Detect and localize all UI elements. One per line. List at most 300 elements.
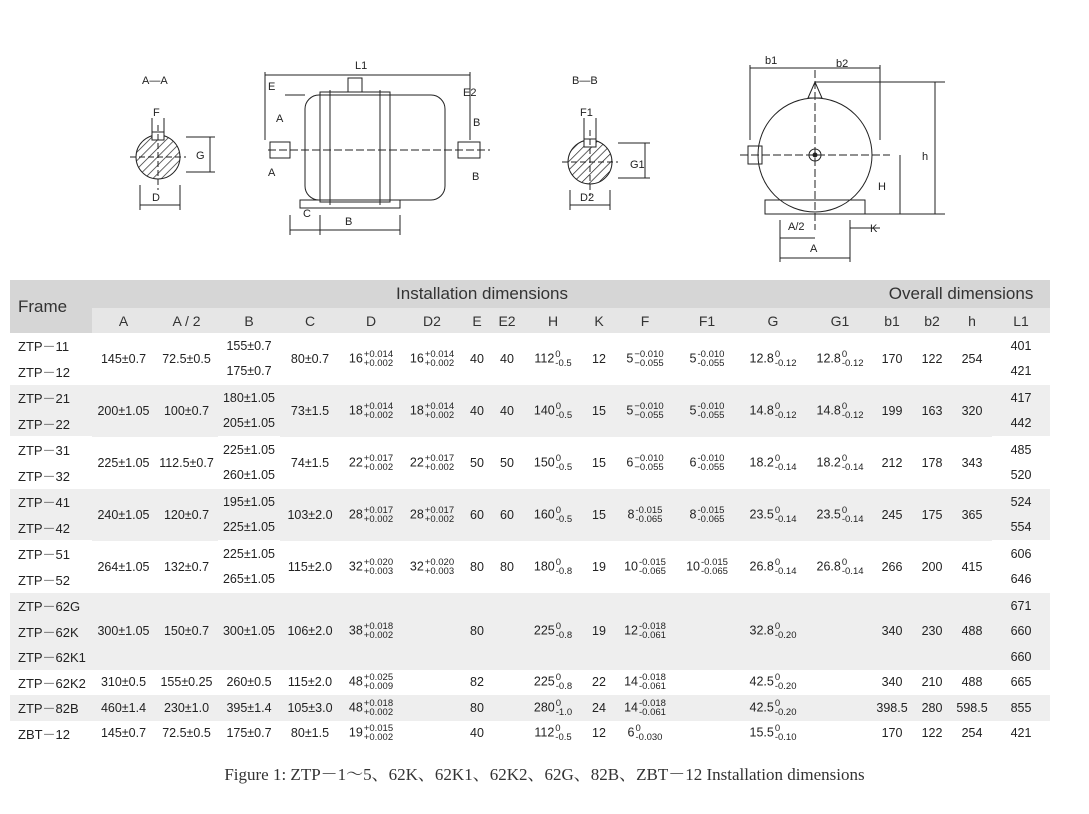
cell-b: 175±0.7 (226, 726, 272, 741)
table-row (10, 489, 1050, 515)
cell-d (340, 541, 402, 593)
tolerance-base: 180 (533, 558, 555, 573)
tolerance-base: 32.8 (749, 623, 774, 638)
frame-cell: ZBT－12 (18, 726, 71, 742)
tolerance-base: 18 (409, 402, 424, 417)
label-b-bottom: B (472, 171, 480, 183)
tolerance-base: 18.2 (749, 454, 774, 469)
tolerance-upper: −0.010 (634, 452, 664, 464)
tolerance-upper: −0.010 (634, 400, 664, 412)
tolerance (842, 402, 864, 420)
cell-l1: 606 (1010, 546, 1032, 561)
cell-d2 (402, 695, 462, 721)
tolerance-upper: 0 (841, 452, 848, 464)
tolerance-base: 5 (626, 351, 634, 366)
tolerance-base: 5 (626, 402, 634, 417)
cell-b2: 230 (912, 593, 952, 670)
cell-b2: 163 (912, 385, 952, 437)
tolerance (425, 558, 454, 576)
cell-g (738, 670, 808, 696)
cell-d2 (402, 593, 462, 670)
cell-h (522, 333, 584, 385)
cell-b1: 266 (881, 559, 903, 574)
cell-g1 (808, 437, 872, 489)
tolerance (634, 402, 663, 420)
cell-k: 24 (584, 695, 614, 721)
tolerance-lower: -0.061 (638, 630, 666, 641)
column-header: F1 (676, 308, 738, 333)
cell-b1: 170 (881, 351, 903, 366)
tolerance-base: 14 (624, 700, 638, 715)
cell-a-half: 155±0.25 (160, 675, 213, 690)
label-a-end: A (810, 243, 818, 255)
cell-g (738, 437, 808, 489)
tolerance-lower: -0.14 (841, 565, 864, 577)
frame-cell: ZTP－62K (10, 619, 92, 645)
installation-header: Installation dimensions (92, 280, 872, 308)
cell-b: 225±1.05 (218, 515, 280, 541)
cell-a: 225±1.05 (97, 455, 150, 470)
tolerance-lower: -0.14 (841, 461, 864, 473)
tolerance-lower: -0.10 (774, 732, 797, 744)
table-row (10, 670, 1050, 696)
cell-c: 106±2.0 (280, 593, 340, 670)
tolerance-upper: -0.015 (700, 556, 728, 568)
tolerance-lower: -0.12 (841, 357, 864, 369)
tolerance (556, 699, 572, 717)
column-header: C (280, 308, 340, 333)
label-b1: b1 (765, 55, 778, 67)
tolerance-base: 6 (627, 725, 635, 740)
tolerance (775, 724, 797, 742)
cell-g (738, 385, 808, 437)
cell-d2 (402, 670, 462, 696)
tolerance-upper: 0 (841, 400, 848, 412)
tolerance-lower: -0.14 (774, 513, 797, 525)
tolerance-upper: 0 (555, 504, 562, 516)
cell-e: 40 (470, 726, 484, 741)
cell-g1 (808, 695, 872, 721)
tolerance-base: 14.8 (749, 402, 774, 417)
tolerance-upper: 0 (841, 556, 848, 568)
label-h-large: H (878, 181, 886, 193)
tolerance-base: 23.5 (749, 506, 774, 521)
tolerance-lower: +0.002 (363, 513, 394, 525)
cell-h (522, 695, 584, 721)
table-row (10, 593, 1050, 619)
tolerance (556, 558, 572, 576)
cell-k: 19 (592, 559, 606, 574)
cell-f1 (676, 695, 738, 721)
tolerance-upper: 0 (555, 697, 562, 709)
tolerance-base: 10 (624, 558, 638, 573)
cell-k: 15 (584, 489, 614, 541)
tolerance-lower: -0.14 (774, 461, 797, 473)
tolerance-base: 12 (624, 623, 638, 638)
frame-cell: ZTP－82B (10, 695, 92, 721)
cell-a-half: 112.5±0.7 (159, 455, 214, 470)
tolerance (364, 724, 393, 742)
cell-e: 40 (470, 351, 484, 366)
frame-cell: ZTP－21 (10, 385, 92, 411)
cell-e2 (492, 721, 522, 747)
cell-g (738, 721, 808, 747)
tolerance-lower: -0.20 (774, 630, 797, 641)
tolerance-lower: -0.061 (638, 681, 666, 693)
tolerance (698, 402, 725, 420)
cell-b2: 178 (921, 455, 943, 470)
tolerance-upper: 0 (774, 723, 781, 735)
tolerance (698, 506, 725, 524)
tolerance-base: 160 (533, 506, 555, 521)
cell-b: 175±0.7 (218, 359, 280, 385)
frame-cell: ZTP－42 (10, 515, 92, 541)
column-header: A (92, 308, 155, 333)
label-g: G (196, 150, 205, 162)
label-e2: E2 (463, 87, 477, 99)
tolerance-base: 6 (626, 454, 634, 469)
tolerance (364, 402, 393, 420)
tolerance (842, 558, 864, 576)
tolerance-base: 28 (409, 506, 424, 521)
tolerance (698, 454, 725, 472)
tolerance (364, 673, 393, 691)
tolerance-lower: -0.14 (841, 513, 864, 525)
tolerance (364, 699, 393, 717)
cell-a-half: 72.5±0.5 (162, 726, 211, 741)
tolerance-base: 112 (534, 725, 555, 740)
column-header: E2 (492, 308, 522, 333)
tolerance-upper: 0 (555, 672, 562, 684)
tolerance-base: 48 (348, 674, 363, 689)
cell-g1 (808, 489, 872, 541)
cell-e: 80 (470, 559, 484, 574)
cell-e2 (492, 593, 522, 670)
tolerance-lower: +0.002 (424, 409, 455, 421)
tolerance-base: 5 (689, 402, 697, 417)
cell-a-half: 72.5±0.5 (162, 351, 211, 366)
tolerance-lower: -0.20 (774, 681, 797, 693)
cell-a: 300±1.05 (92, 593, 155, 670)
tolerance-base: 14 (624, 674, 638, 689)
tolerance (634, 350, 663, 368)
label-d: D (152, 192, 160, 204)
tolerance-lower: -1.0 (555, 706, 573, 718)
tolerance-base: 18.2 (816, 454, 841, 469)
tolerance-lower: −0.055 (634, 409, 664, 421)
cell-b2: 122 (921, 726, 943, 741)
tolerance (775, 558, 797, 576)
table-row (10, 333, 1050, 359)
cell-e: 80 (462, 593, 492, 670)
tolerance-lower: -0.8 (555, 630, 573, 641)
cell-d (340, 437, 402, 489)
tolerance-upper: -0.018 (638, 672, 666, 684)
tolerance-upper: +0.020 (363, 556, 394, 568)
cell-g (738, 541, 808, 593)
tolerance-base: 22 (409, 454, 424, 469)
tolerance-lower: +0.002 (424, 461, 455, 473)
cell-e2 (492, 695, 522, 721)
tolerance (775, 506, 797, 524)
cell-f (614, 489, 676, 541)
side-view-drawing (265, 72, 490, 235)
frame-cell: ZTP－11 (18, 339, 70, 355)
column-header: A / 2 (155, 308, 218, 333)
cell-l1: 442 (992, 411, 1050, 437)
frame-header: Frame (10, 280, 92, 333)
cell-h (522, 437, 584, 489)
column-header: b2 (912, 308, 952, 333)
cell-b: 205±1.05 (218, 411, 280, 437)
tolerance-upper: +0.017 (363, 452, 394, 464)
cell-h-overall: 488 (961, 675, 983, 690)
tolerance-upper: +0.018 (363, 621, 394, 632)
tolerance-upper: 0 (635, 723, 641, 735)
cell-a-half: 132±0.7 (163, 559, 210, 574)
tolerance-upper: 0 (555, 452, 562, 464)
cell-k: 15 (592, 455, 606, 470)
cell-b2: 200 (921, 559, 943, 574)
tolerance-upper: 0 (555, 400, 562, 412)
label-d2: D2 (580, 192, 595, 204)
cell-h-overall: 415 (961, 559, 983, 574)
tolerance-upper: -0.015 (638, 556, 666, 568)
tolerance-base: 12.8 (816, 351, 841, 366)
cell-l1: 524 (992, 489, 1050, 515)
tolerance (364, 506, 393, 524)
cell-e: 40 (462, 385, 492, 437)
drawings-svg (0, 0, 1089, 280)
label-k: K (870, 223, 878, 235)
section-aa-drawing (130, 118, 215, 210)
dimensions-table (10, 280, 1050, 746)
column-header: K (584, 308, 614, 333)
cell-e2: 40 (492, 385, 522, 437)
tolerance (775, 454, 797, 472)
cell-d (340, 670, 402, 696)
tolerance-upper: +0.017 (424, 452, 455, 464)
cell-c: 73±1.5 (280, 385, 340, 437)
cell-d2 (402, 721, 462, 747)
cell-e2: 40 (500, 351, 514, 366)
tolerance-lower: -0.5 (555, 732, 572, 744)
cell-b1: 170 (881, 726, 903, 741)
cell-b: 180±1.05 (218, 385, 280, 411)
cell-d2 (402, 333, 462, 385)
cell-b2: 175 (912, 489, 952, 541)
tolerance-upper: 0 (555, 348, 561, 360)
tolerance-upper: 0 (555, 723, 561, 735)
tolerance-lower: −0.055 (634, 461, 664, 473)
cell-e: 82 (470, 675, 484, 690)
tolerance-base: 225 (533, 674, 555, 689)
tolerance-base: 5 (689, 351, 697, 366)
tolerance (636, 724, 663, 742)
overall-header: Overall dimensions (872, 280, 1050, 308)
cell-b1: 398.5 (872, 695, 912, 721)
column-header: E (462, 308, 492, 333)
cell-e: 60 (462, 489, 492, 541)
tolerance (639, 699, 666, 717)
cell-b: 225±1.05 (222, 442, 276, 457)
tolerance (775, 402, 797, 420)
tolerance-base: 225 (533, 623, 555, 638)
tolerance (556, 673, 572, 691)
tolerance-base: 16 (348, 351, 363, 366)
cell-f1 (676, 721, 738, 747)
frame-cell: ZTP－62K1 (10, 644, 92, 670)
tolerance-base: 32 (409, 558, 424, 573)
tolerance-base: 16 (409, 351, 424, 366)
cell-c: 105±3.0 (280, 695, 340, 721)
cell-h-overall: 343 (961, 455, 983, 470)
tolerance-base: 10 (686, 558, 700, 573)
table-row (10, 437, 1050, 463)
cell-b1: 340 (881, 675, 903, 690)
cell-d (340, 333, 402, 385)
tolerance-base: 32 (348, 558, 363, 573)
tolerance-base: 48 (348, 700, 363, 715)
cell-b: 225±1.05 (222, 546, 276, 561)
column-header: G (738, 308, 808, 333)
tolerance-upper: +0.014 (363, 348, 394, 360)
cell-f (614, 541, 676, 593)
cell-k: 19 (584, 593, 614, 670)
tolerance-base: 26.8 (816, 558, 841, 573)
column-header: B (218, 308, 280, 333)
cell-a: 200±1.05 (92, 385, 155, 437)
cell-h-overall: 254 (961, 351, 983, 366)
tolerance-lower: -0.065 (700, 565, 728, 577)
tolerance-base: 15.5 (749, 725, 774, 740)
tolerance (639, 558, 666, 576)
tolerance-lower: +0.002 (363, 409, 394, 421)
tolerance (842, 506, 864, 524)
cell-h (522, 670, 584, 696)
table-row (10, 385, 1050, 411)
cell-d2 (402, 437, 462, 489)
tolerance-base: 18 (348, 402, 363, 417)
cell-b: 395±1.4 (218, 695, 280, 721)
tolerance (775, 622, 797, 640)
tolerance (634, 454, 663, 472)
tolerance (555, 724, 571, 742)
cell-l1: 855 (992, 695, 1050, 721)
cell-h-overall: 365 (952, 489, 992, 541)
table-row (10, 541, 1050, 567)
cell-k: 15 (584, 385, 614, 437)
tolerance-lower: +0.002 (424, 357, 455, 369)
frame-cell: ZTP－12 (10, 359, 92, 385)
cell-b: 155±0.7 (226, 338, 272, 353)
cell-a: 310±0.5 (100, 675, 147, 690)
tolerance-lower: -0.5 (555, 357, 572, 369)
tolerance (775, 673, 797, 691)
cell-l1: 421 (992, 359, 1050, 385)
tolerance-base: 28 (348, 506, 363, 521)
tolerance-lower: -0.055 (697, 357, 725, 369)
cell-e2: 60 (492, 489, 522, 541)
cell-g1 (808, 670, 872, 696)
cell-e2 (492, 670, 522, 696)
tolerance-lower: +0.002 (424, 513, 455, 525)
cell-a-half: 100±0.7 (155, 385, 218, 437)
tolerance-upper: -0.015 (697, 504, 725, 516)
dimensions-table-wrapper (10, 280, 1050, 746)
cell-b1: 245 (872, 489, 912, 541)
tolerance-upper: 0 (774, 400, 781, 412)
cell-h-overall: 488 (952, 593, 992, 670)
cell-d2 (402, 489, 462, 541)
cell-b1: 212 (881, 455, 903, 470)
tolerance-lower: -0.20 (774, 706, 797, 718)
cell-l1: 665 (1010, 675, 1032, 690)
table-row (10, 721, 1050, 747)
cell-a: 460±1.4 (92, 695, 155, 721)
cell-l1: 554 (992, 515, 1050, 541)
cell-b1: 199 (872, 385, 912, 437)
tolerance-base: 42.5 (749, 674, 774, 689)
cell-f1 (676, 489, 738, 541)
cell-b: 265±1.05 (218, 567, 280, 593)
tolerance-upper: 0 (555, 556, 562, 568)
cell-f (614, 593, 676, 670)
tolerance (425, 350, 454, 368)
tolerance (639, 673, 666, 691)
column-header: G1 (808, 308, 872, 333)
cell-f1 (676, 385, 738, 437)
cell-a: 145±0.7 (100, 351, 147, 366)
tolerance-base: 140 (533, 402, 555, 417)
label-f1: F1 (580, 107, 593, 119)
column-header: F (614, 308, 676, 333)
tolerance-base: 38 (348, 623, 363, 638)
cell-g (738, 489, 808, 541)
tolerance-lower: −0.055 (634, 357, 664, 369)
tolerance (556, 402, 572, 420)
cell-f (614, 333, 676, 385)
tolerance (555, 350, 571, 368)
cell-l1: 417 (992, 385, 1050, 411)
cell-a: 145±0.7 (100, 726, 147, 741)
tolerance-lower: -0.12 (841, 409, 864, 421)
tolerance-base: 8 (689, 506, 697, 521)
tolerance (425, 402, 454, 420)
cell-b: 260±0.5 (226, 675, 272, 690)
tolerance-base: 42.5 (749, 700, 774, 715)
cell-g (738, 695, 808, 721)
column-header: h (952, 308, 992, 333)
column-header: b1 (872, 308, 912, 333)
tolerance-base: 6 (689, 454, 697, 469)
tolerance-lower: -0.065 (697, 513, 725, 525)
cell-c: 74±1.5 (290, 455, 330, 470)
end-view-drawing (740, 65, 945, 262)
cell-a: 264±1.05 (97, 559, 150, 574)
tolerance-upper: 0 (774, 697, 781, 709)
cell-l1: 660 (992, 619, 1050, 645)
cell-b: 260±1.05 (218, 463, 280, 489)
tolerance-base: 23.5 (816, 506, 841, 521)
tolerance (775, 350, 797, 368)
cell-e2: 80 (500, 559, 514, 574)
tolerance-lower: -0.065 (635, 513, 663, 525)
tolerance-lower: +0.002 (363, 357, 394, 369)
tolerance (556, 454, 572, 472)
tolerance (775, 699, 797, 717)
cell-c: 103±2.0 (280, 489, 340, 541)
